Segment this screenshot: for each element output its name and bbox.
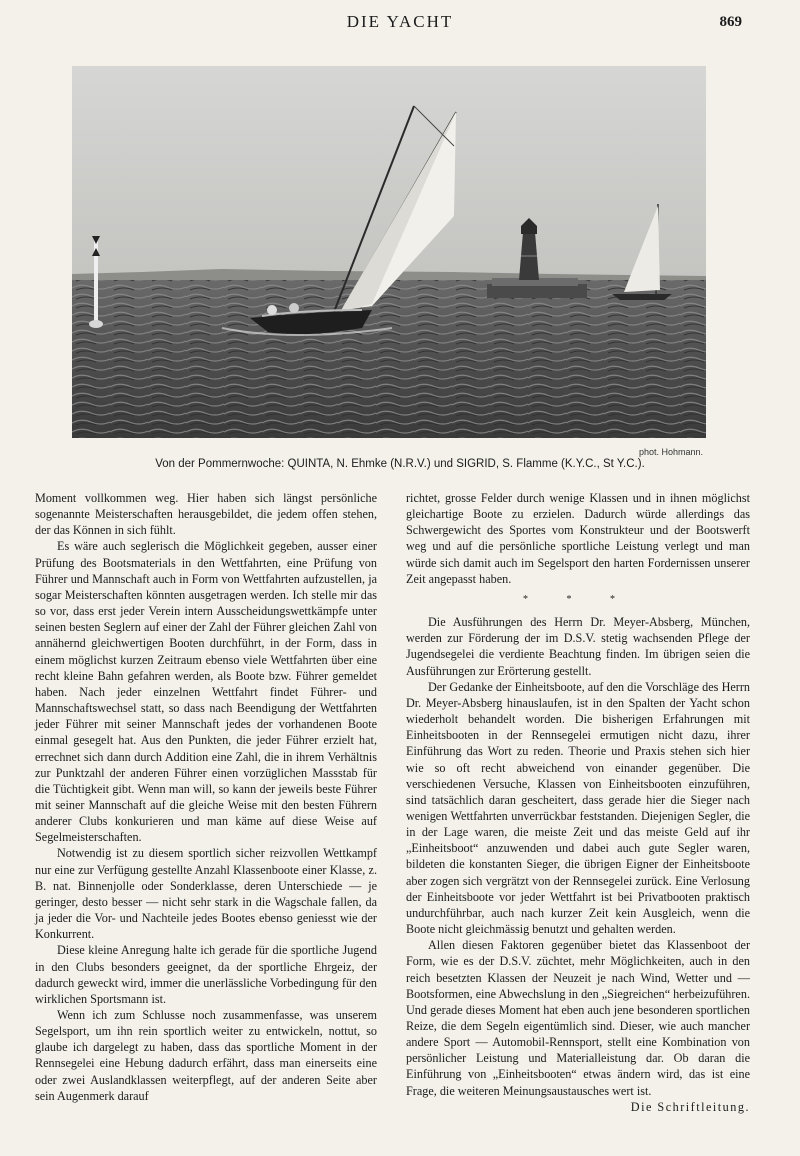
signature: Die Schriftleitung. [630,1099,750,1114]
photo-caption: Von der Pommernwoche: QUINTA, N. Ehmke (N.R.V.) und SIGRID, S. Flamme (K.Y.C., St Y.C.). [155,458,645,470]
section-separator: * * * [523,593,633,605]
right-column [406,490,750,1115]
left-column [35,490,377,1104]
paragraph: Allen diesen Faktoren gegenüber bietet das Klassenboot der Form, wie es der D.S.V. züchtet, mehr Möglichkeiten, auch in den reich besetzten Klassen der Neuzeit je nach Wind, Wetter und — Bootsformen, eine Abwechslung in den „Siegreichen“ herbeizuführen. Und gerade dieses Moment hat eben auch jene besonderen sportlichen Reize, die dem Segeln eigentümlich sind. Dieser, wie auch mancher andere Sport — Automobil-Rennsport, stellt eine Kombination von persönlicher Leistung und Materialleistung dar. Ob daran die Einführung von „Einheitsbooten“ etwas ändern wird, das ist eine Frage, die weiteren Meinungsaustausches wert ist. [406,938,750,1098]
paragraph: Notwendig ist zu diesem sportlich sicher reizvollen Wettkampf nur eine zur Verfügung gestellte Anzahl Klassenboote einer Klasse, z. B. nat. Binnenjolle oder Sonderklasse, deren Unterschiede — je geringer, desto besser — nicht sehr stark in die Wagschale fallen, da ja jeder die Vor- und Nachteile jedes Bootes ebenso geniesst wie der Konkurrent. [35,846,377,942]
paragraph: Wenn ich zum Schlusse noch zusammenfasse, was unserem Segelsport, um ihn rein sportlich weiter zu entwickeln, nottut, so glaube ich dargelegt zu haben, dass das sportliche Moment in der Rennsegelei eine Hebung dadurch erfährt, dass man einerseits eine oder zwei Auslandklassen weiterpflegt, auf der anderen Seite aber sein Augenmerk darauf [35,1008,377,1103]
page-header [0,12,800,36]
photo-credit: phot. Hohmann. [638,447,703,457]
paragraph: richtet, grosse Felder durch wenige Klassen und in ihnen möglichst gleichartige Boote zu erzielen. Dadurch würde allerdings das Schwergewicht des Sportes vom Konstrukteur und der Bootswerft weg und auf die persönliche sportliche Leistung verlegt und man würde sich damit auch im Segelsport den harten Fordernissen unserer Zeit angepasst haben. [406,491,750,586]
page-number: 869 [719,14,742,30]
sailing-photograph [72,66,706,438]
photo-illustration [72,66,706,438]
paragraph: Moment vollkommen weg. Hier haben sich längst persönliche sogenannte Meisterschaften herausgebildet, die jedem offen stehen, der das Können in sich fühlt. [35,491,377,538]
paragraph: Die Ausführungen des Herrn Dr. Meyer-Absberg, München, werden zur Förderung der im D.S.V. stetig wachsenden Pflege der Jugendsegelei die verdiente Beachtung finden. Im übrigen seien die Ausführungen zur Erörterung gestellt. [406,615,750,678]
paragraph: Der Gedanke der Einheitsboote, auf den die Vorschläge des Herrn Dr. Meyer-Absberg hinauslaufen, ist in den Spalten der Yacht schon wiederholt behandelt worden. Die bisherigen Erfahrungen mit Einheitsbooten in der Rennsegelei ermutigen nicht dazu, ihrer Einführung das Wort zu reden. Theorie und Praxis stehen sich hier wie so oft recht abweichend von einander gegenüber. Die verschiedenen Versuche, Klassen von Einheitsbooten einzuführen, sind tatsächlich daran gescheitert, dass gerade hier die Sieger nach wenigen Wettfahrten unverrückbar feststanden. Diejenigen Segler, die in der Lage waren, die meiste Zeit und das meiste Geld auf ihr „Einheitsboot“ anzuwenden und dabei auch gute Segler waren, bildeten die konstanten Sieger, die übrigen Eigner der Einheitsboote aber zogen sich vergrätzt von der Rennsegelei zurück. Eine Verlosung der Einheitsboote vor jeder Wettfahrt ist bei Privatbooten praktisch undurchführbar, auch nach kurzer Zeit kein Ausgleich, wenn die Boote nicht gleichmässig benutzt und gehalten werden. [406,679,750,937]
paragraph: Es wäre auch seglerisch die Möglichkeit gegeben, ausser einer Prüfung des Bootsmaterials in den Wettfahrten, eine Prüfung von Führer und Mannschaft auch in Form von Wettfahrten aufzustellen, ja sogar Meisterschaften könnten ausgetragen werden. Ich stelle mir das so vor, dass erst jeder Verein intern Ausscheidungswettkämpfe unter seinen besten Seglern auf einer der Zahl der Führer gleichen Zahl von annähernd gleichwertigen Booten durchführt, in der Form, dass in einem möglichst kurzen Zeitraum ebenso viele Wettfahrten über eine recht kleine Bahn gefahren werden, als Boote bzw. Führer gemeldet haben. Nach jeder einzelnen Wettfahrt findet Führer- und Mannschaftswechsel statt, so dass nach Beendigung der Wettfahrten jeder Führer mit seiner Mannschaft jedes der vorhandenen Boote einmal gesegelt hat. Aus den Punkten, die jeder Führer erzielt hat, errechnet sich dann durch Addition eine Zahl, die in ihrem Verhältnis zur Punktzahl der anderen Führer einen vorzüglichen Massstab für die Tüchtigkeit gibt. Wenn man will, so kann der jeweils beste Führer mit seiner Mannschaft auf die gleiche Weise mit den besten Führern anderer Clubs konkurieren und man käme auf diese Weise auf Segelmeisterschaften. [35,539,377,845]
paragraph: Diese kleine Anregung halte ich gerade für die sportliche Jugend in den Clubs besonders geeignet, da der sportliche Ehrgeiz, der dadurch geweckt wird, immer die unerlässliche Vorbedingung für den wirklichen Sportsmann ist. [35,943,377,1006]
magazine-title: DIE YACHT [346,12,454,31]
